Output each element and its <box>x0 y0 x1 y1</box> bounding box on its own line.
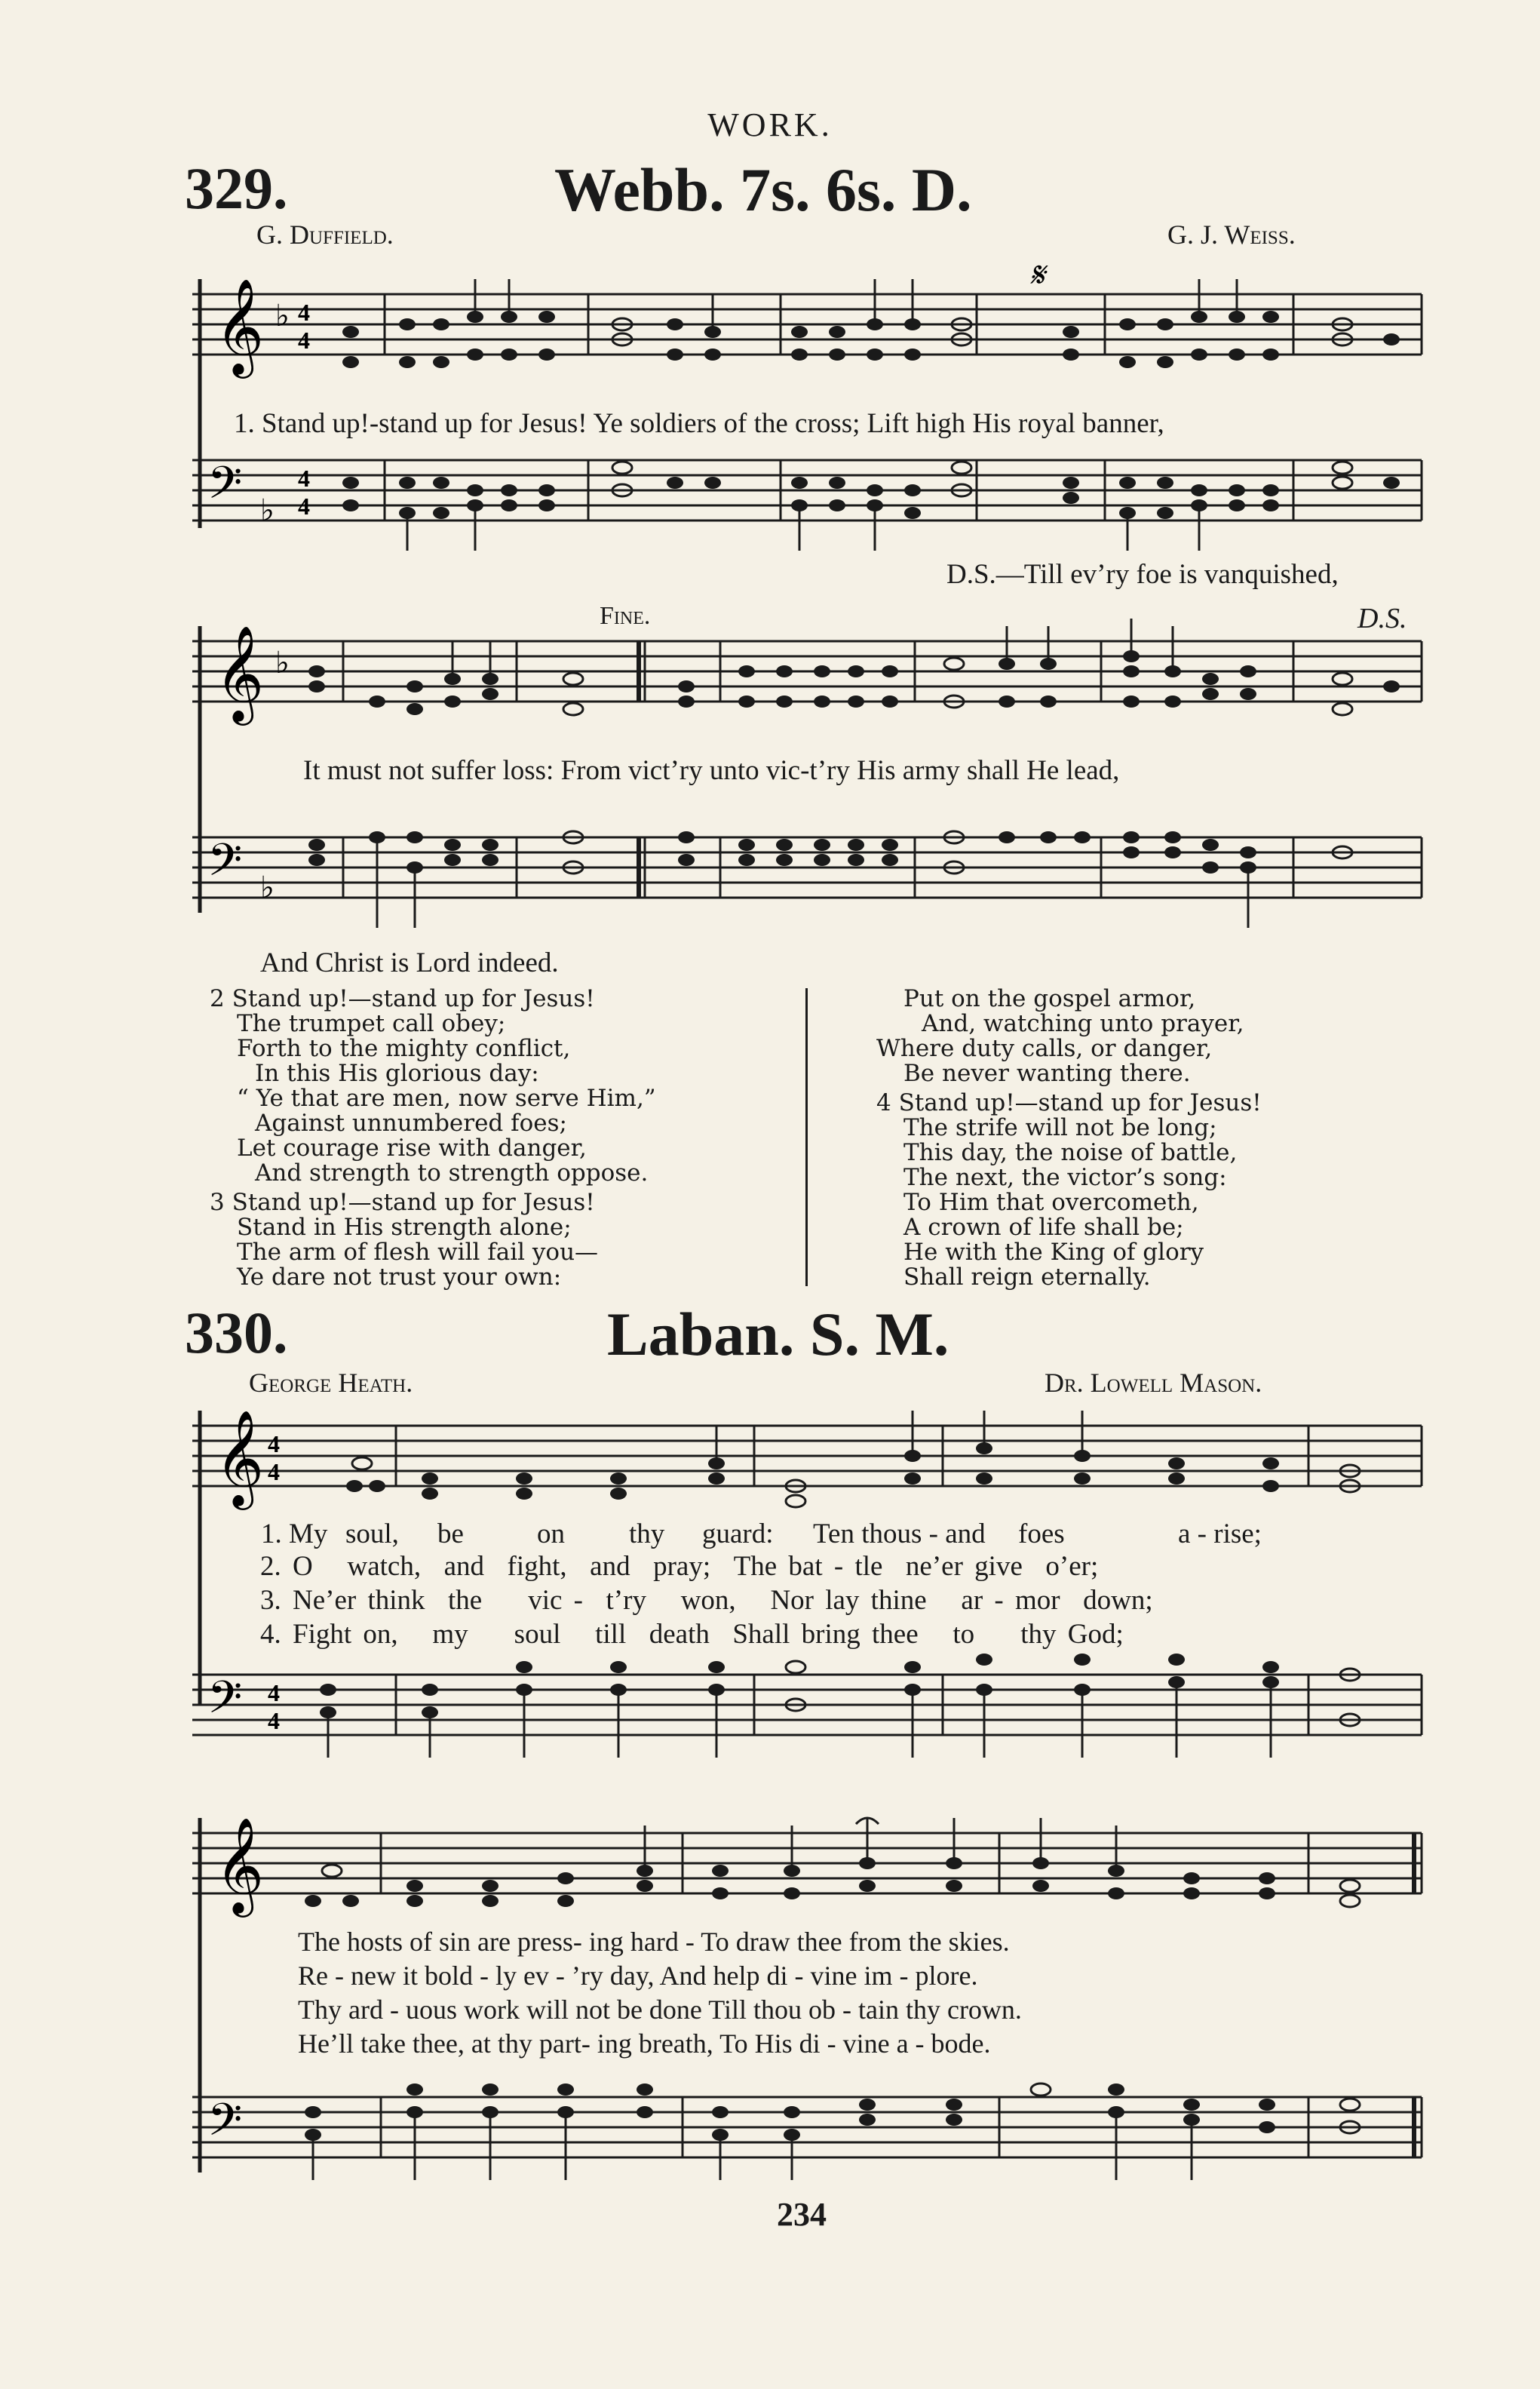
lyricist-330: George Heath. <box>249 1368 413 1398</box>
lyric-word: fight, <box>507 1551 567 1582</box>
composer-329: G. J. Weiss. <box>1167 220 1296 250</box>
lyric-word: be <box>437 1518 464 1549</box>
staff-330-s2-treble <box>192 1818 1429 1916</box>
lyric-329-ds-line <box>946 558 1339 591</box>
ds-text: D.S.—Till ev’ry foe is vanquished, <box>946 559 1339 590</box>
verses-right <box>876 987 1262 1290</box>
lyricist-329: G. Duffield. <box>256 220 394 250</box>
lyric-word: Shall bring thee <box>732 1619 919 1650</box>
verse-line: This day, the noise of battle, <box>903 1139 1238 1166</box>
verse-line: Where duty calls, or danger, <box>876 1035 1213 1062</box>
staff-329-s1-bass <box>192 445 1429 543</box>
lyric-word: Nor lay thine <box>770 1585 927 1616</box>
svg-text:𝄞: 𝄞 <box>215 625 265 721</box>
verse-line: Let courage rise with danger, <box>237 1135 587 1162</box>
svg-text:𝄞: 𝄞 <box>215 278 265 374</box>
verse-line: “ Ye that are men, now serve Him,” <box>237 1085 656 1112</box>
hymn-number-329: 329. <box>185 155 288 221</box>
lyric-word: guard: <box>702 1518 774 1549</box>
verse-line: Put on the gospel armor, <box>903 985 1196 1012</box>
lyric-word: a - rise; <box>1178 1518 1262 1549</box>
lyric-word: the <box>448 1585 483 1616</box>
staff-329-s2-bass <box>192 822 1429 920</box>
svg-text:4: 4 <box>268 1707 280 1734</box>
verse-line: And, watching unto prayer, <box>922 1010 1244 1037</box>
section-heading: WORK. <box>707 106 833 143</box>
lyric-word: vic - <box>528 1585 584 1616</box>
lyric-word: 2. O <box>260 1551 313 1582</box>
lyric-word: ne’er give <box>905 1551 1023 1582</box>
lyric-word: o’er; <box>1045 1551 1099 1582</box>
lyric-word: watch, <box>347 1551 422 1582</box>
lyric-330-verse4 <box>260 1618 1124 1650</box>
lyric-word: till <box>595 1619 627 1650</box>
svg-text:4: 4 <box>268 1679 280 1706</box>
lyric-word: t’ry <box>606 1585 646 1616</box>
verse-line: The strife will not be long; <box>903 1114 1217 1141</box>
fine-mark: Fine. <box>600 602 651 630</box>
lyric-word: and <box>590 1551 630 1582</box>
verse-line: The arm of flesh will fail you— <box>237 1239 599 1266</box>
staff-329-s2-treble <box>192 626 1429 724</box>
hymn-number-330: 330. <box>185 1300 288 1365</box>
verse-line: Stand in His strength alone; <box>237 1214 572 1241</box>
lyric-word: down; <box>1083 1585 1153 1616</box>
staff-330-s1-treble <box>192 1411 1429 1509</box>
verse-line: He with the King of glory <box>903 1239 1204 1266</box>
staff-330-s1-bass <box>192 1660 1429 1758</box>
staff-330-s2-bass <box>192 2082 1429 2180</box>
svg-text:𝄞: 𝄞 <box>215 1816 265 1913</box>
lyric-word: death <box>649 1619 710 1650</box>
lyric-word: pray; <box>653 1551 711 1582</box>
svg-text:𝄋: 𝄋 <box>1029 256 1045 294</box>
lyric-330-s2-verse1: The hosts of sin are press- ing hard - To draw thee from the skies. <box>298 1927 1010 1957</box>
hymn-title-329: Webb. 7s. 6s. D. <box>554 155 972 224</box>
lyric-word: The bat - tle <box>733 1551 883 1582</box>
lyric-word: my <box>432 1619 468 1650</box>
lyric-word: on <box>537 1518 565 1549</box>
svg-text:♭: ♭ <box>260 871 275 904</box>
lyric-word: soul <box>514 1619 561 1650</box>
page-number: 234 <box>777 2196 827 2233</box>
lyrics-grid-1 <box>260 1516 1262 1552</box>
verses-left <box>210 987 656 1290</box>
lyric-word: to <box>953 1619 975 1650</box>
lyric-330-s2-verse4: He’ll take thee, at thy part- ing breath, To His di - vine a - bode. <box>298 2028 991 2059</box>
hymn-title-330: Laban. S. M. <box>607 1300 949 1368</box>
lyric-329-line2: It must not suffer loss: From vict’ry unto vic-t’ry His army shall He lead, <box>303 755 1120 786</box>
lyric-word: thy <box>629 1518 665 1549</box>
svg-text:4: 4 <box>298 299 310 326</box>
lyric-330-verse3 <box>260 1584 1153 1617</box>
lyric-word: 1. My <box>261 1518 328 1549</box>
verse-line: Forth to the mighty conflict, <box>237 1035 571 1062</box>
lyric-word: 3. Ne’er think <box>260 1585 425 1616</box>
svg-text:♭: ♭ <box>275 299 290 333</box>
lyric-word: won, <box>680 1585 736 1616</box>
lyric-330-verse2 <box>260 1550 1098 1583</box>
verse-line: To Him that overcometh, <box>903 1189 1199 1216</box>
verse-line: 4 Stand up!—stand up for Jesus! <box>876 1089 1262 1116</box>
verse-line: The next, the victor’s song: <box>903 1164 1227 1191</box>
verse-line: Shall reign eternally. <box>903 1264 1151 1291</box>
svg-text:4: 4 <box>298 465 310 492</box>
lyric-word: foes <box>1018 1518 1065 1549</box>
verse-line: In this His glorious day: <box>255 1060 539 1087</box>
verse-divider <box>805 988 808 1286</box>
lyric-word: ar - mor <box>961 1585 1060 1616</box>
svg-text:4: 4 <box>298 327 310 354</box>
verse-line: Ye dare not trust your own: <box>237 1264 562 1291</box>
svg-text:4: 4 <box>268 1430 280 1457</box>
svg-text:𝄞: 𝄞 <box>215 1409 265 1506</box>
svg-text:𝄢: 𝄢 <box>207 456 243 520</box>
staff-329-s1-treble <box>192 256 1429 377</box>
svg-text:♭: ♭ <box>275 646 290 680</box>
svg-text:𝄢: 𝄢 <box>207 834 243 897</box>
composer-330: Dr. Lowell Mason. <box>1045 1368 1262 1398</box>
lyric-330-s2-verse3: Thy ard - uous work will not be done Till thou ob - tain thy crown. <box>298 1994 1022 2025</box>
lyric-word: thy God; <box>1020 1619 1124 1650</box>
lyric-word: soul, <box>345 1518 399 1549</box>
verse-line: And strength to strength oppose. <box>255 1159 649 1187</box>
svg-text:4: 4 <box>268 1458 280 1485</box>
svg-text:♭: ♭ <box>260 493 275 527</box>
svg-text:𝄢: 𝄢 <box>207 1671 243 1734</box>
svg-text:4: 4 <box>298 493 310 520</box>
verse-line: 3 Stand up!—stand up for Jesus! <box>210 1189 595 1216</box>
verse-line: Against unnumbered foes; <box>255 1110 567 1137</box>
lyrics-330-stanza1 <box>260 1516 1262 1552</box>
verse-line: 2 Stand up!—stand up for Jesus! <box>210 985 595 1012</box>
lyric-word: and <box>443 1551 485 1582</box>
lyric-329-line1: 1. Stand up!-stand up for Jesus! Ye soldiers of the cross; Lift high His royal banner, <box>234 408 1164 439</box>
lyric-330-s2-verse2: Re - new it bold - ly ev - ’ry day, And help di - vine im - plore. <box>298 1961 978 1991</box>
verse-line: Be never wanting there. <box>903 1060 1191 1087</box>
lyric-word: 4. Fight on, <box>260 1619 398 1650</box>
verse-line: A crown of life shall be; <box>903 1214 1184 1241</box>
verse-line: The trumpet call obey; <box>237 1010 506 1037</box>
svg-text:𝄢: 𝄢 <box>207 2093 243 2157</box>
lyric-329-line3: And Christ is Lord indeed. <box>260 947 559 978</box>
lyric-word: Ten thous - and <box>813 1518 986 1549</box>
ds-mark: D.S. <box>1357 603 1407 634</box>
